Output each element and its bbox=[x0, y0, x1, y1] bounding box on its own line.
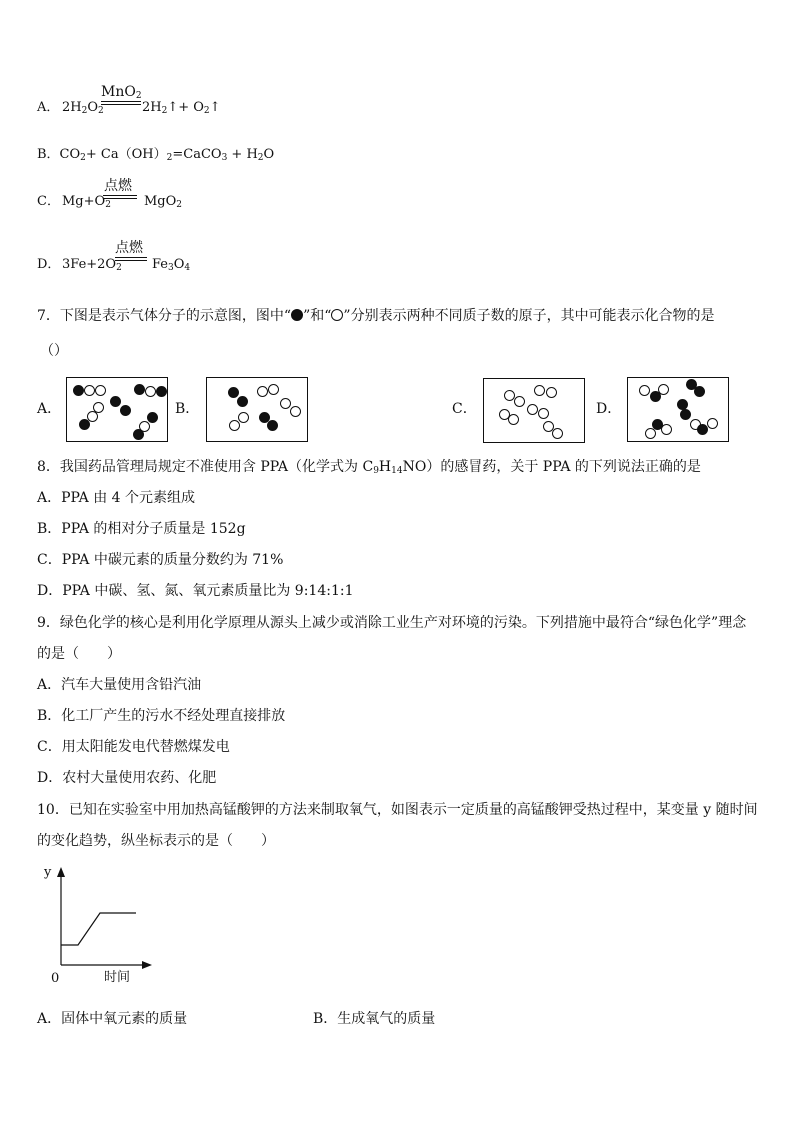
atom bbox=[658, 384, 669, 395]
graph-curve bbox=[61, 913, 136, 945]
atom bbox=[73, 385, 84, 396]
atom bbox=[534, 385, 545, 396]
q6-c-label: C． bbox=[37, 194, 60, 209]
q8-option-b: B．PPA 的相对分子质量是 152g bbox=[37, 521, 246, 537]
q6-a-products: $2H_2↑+$ $O_2↑$ bbox=[142, 100, 221, 116]
q8-option-a: A．PPA 由 4 个元素组成 bbox=[37, 490, 196, 506]
q10-option-b: B．生成氧气的质量 bbox=[313, 1011, 436, 1027]
q9-option-c: C．用太阳能发电代替燃煤发电 bbox=[37, 739, 230, 755]
q7-option-c-diagram bbox=[483, 378, 585, 443]
atom bbox=[508, 414, 519, 425]
atom bbox=[238, 412, 249, 423]
q6-a-label: A． bbox=[37, 100, 60, 115]
atom bbox=[133, 429, 144, 440]
atom bbox=[661, 424, 672, 435]
atom bbox=[237, 396, 248, 407]
atom bbox=[552, 428, 563, 439]
atom bbox=[527, 404, 538, 415]
q6-d-equals-sign bbox=[115, 257, 147, 261]
q9-stem-line1: 9．绿色化学的核心是利用化学原理从源头上减少或消除工业生产对环境的污染。下列措施中最符合“绿色化学”理念 bbox=[37, 615, 747, 631]
q7-option-d-diagram bbox=[627, 377, 729, 442]
black-atom-icon bbox=[291, 309, 303, 321]
q7-stem-line2: （） bbox=[40, 343, 68, 359]
graph-y-label: y bbox=[44, 865, 52, 880]
atom bbox=[268, 384, 279, 395]
q6-c-condition: 点燃 bbox=[104, 178, 132, 194]
q7-option-c-label: C． bbox=[452, 401, 477, 417]
q6-d-label: D． bbox=[37, 257, 61, 272]
atom bbox=[267, 420, 278, 431]
q8-stem: 8．我国药品管理局规定不准使用含 PPA（化学式为 $C_9H_{14}NO$）的感冒药，关于 PPA 的下列说法正确的是 bbox=[37, 459, 701, 476]
q6-d-products: $Fe_3O_4$ bbox=[152, 257, 191, 273]
q9-option-b: B．化工厂产生的污水不经处理直接排放 bbox=[37, 708, 286, 724]
graph-x-label: 时间 bbox=[104, 970, 131, 985]
q6-c-reactants: $Mg+O_2$ bbox=[62, 194, 111, 210]
q8-option-c: C．PPA 中碳元素的质量分数约为 71% bbox=[37, 552, 284, 568]
atom bbox=[257, 386, 268, 397]
q6-c-products: MgO$_2$ bbox=[144, 194, 183, 210]
q9-stem-line2: 的是（ ） bbox=[37, 646, 121, 662]
atom bbox=[229, 420, 240, 431]
atom bbox=[228, 387, 239, 398]
atom bbox=[645, 428, 656, 439]
atom bbox=[697, 424, 708, 435]
atom bbox=[145, 386, 156, 397]
atom bbox=[156, 386, 167, 397]
q10-stem-line1: 10．已知在实验室中用加热高锰酸钾的方法来制取氧气，如图表示一定质量的高锰酸钾受热过程中，某变量 y 随时间 bbox=[37, 802, 758, 818]
q7-option-a-label: A． bbox=[37, 401, 62, 417]
q6-c-equals-sign bbox=[103, 195, 137, 199]
atom bbox=[514, 396, 525, 407]
atom bbox=[538, 408, 549, 419]
q10-option-a: A．固体中氧元素的质量 bbox=[37, 1011, 188, 1027]
atom bbox=[280, 398, 291, 409]
q7-option-d-label: D． bbox=[596, 401, 622, 417]
q7-option-b-label: B． bbox=[175, 401, 200, 417]
atom bbox=[680, 409, 691, 420]
atom bbox=[707, 418, 718, 429]
q7-option-a-diagram bbox=[66, 377, 168, 442]
q9-option-a: A．汽车大量使用含铅汽油 bbox=[37, 677, 202, 693]
q9-option-d: D．农村大量使用农药、化肥 bbox=[37, 770, 217, 786]
q7-option-b-diagram bbox=[206, 377, 308, 442]
atom bbox=[694, 386, 705, 397]
atom bbox=[79, 419, 90, 430]
atom bbox=[95, 385, 106, 396]
q6-d-reactants: $3Fe+2O_2$ bbox=[62, 257, 122, 273]
atom bbox=[290, 406, 301, 417]
q10-stem-line2: 的变化趋势，纵坐标表示的是（ ） bbox=[37, 833, 275, 849]
atom bbox=[639, 385, 650, 396]
q6-a-reactants: $2H_2O_2$ bbox=[62, 100, 104, 116]
q6-option-b: B．$CO_2+$ $Ca(OH)_2=CaCO_3 + H_2O$ bbox=[37, 147, 275, 163]
graph-origin-label: 0 bbox=[51, 971, 60, 986]
atom bbox=[147, 412, 158, 423]
atom bbox=[84, 385, 95, 396]
q7-stem-line1: 7．下图是表示气体分子的示意图，图中“ ”和“ ”分别表示两种不同质子数的原子，其中可能表示化合物的是 bbox=[37, 308, 715, 324]
atom bbox=[110, 396, 121, 407]
white-atom-icon bbox=[331, 309, 343, 321]
q6-a-equals-sign bbox=[101, 101, 141, 105]
q6-a-condition: MnO$_2$ bbox=[101, 84, 142, 101]
q6-d-condition: 点燃 bbox=[115, 240, 143, 256]
atom bbox=[120, 405, 131, 416]
q8-option-d: D．PPA 中碳、氢、氮、氧元素质量比为 9:14:1:1 bbox=[37, 583, 354, 599]
atom bbox=[134, 384, 145, 395]
graph-axes bbox=[40, 865, 160, 975]
atom bbox=[546, 387, 557, 398]
